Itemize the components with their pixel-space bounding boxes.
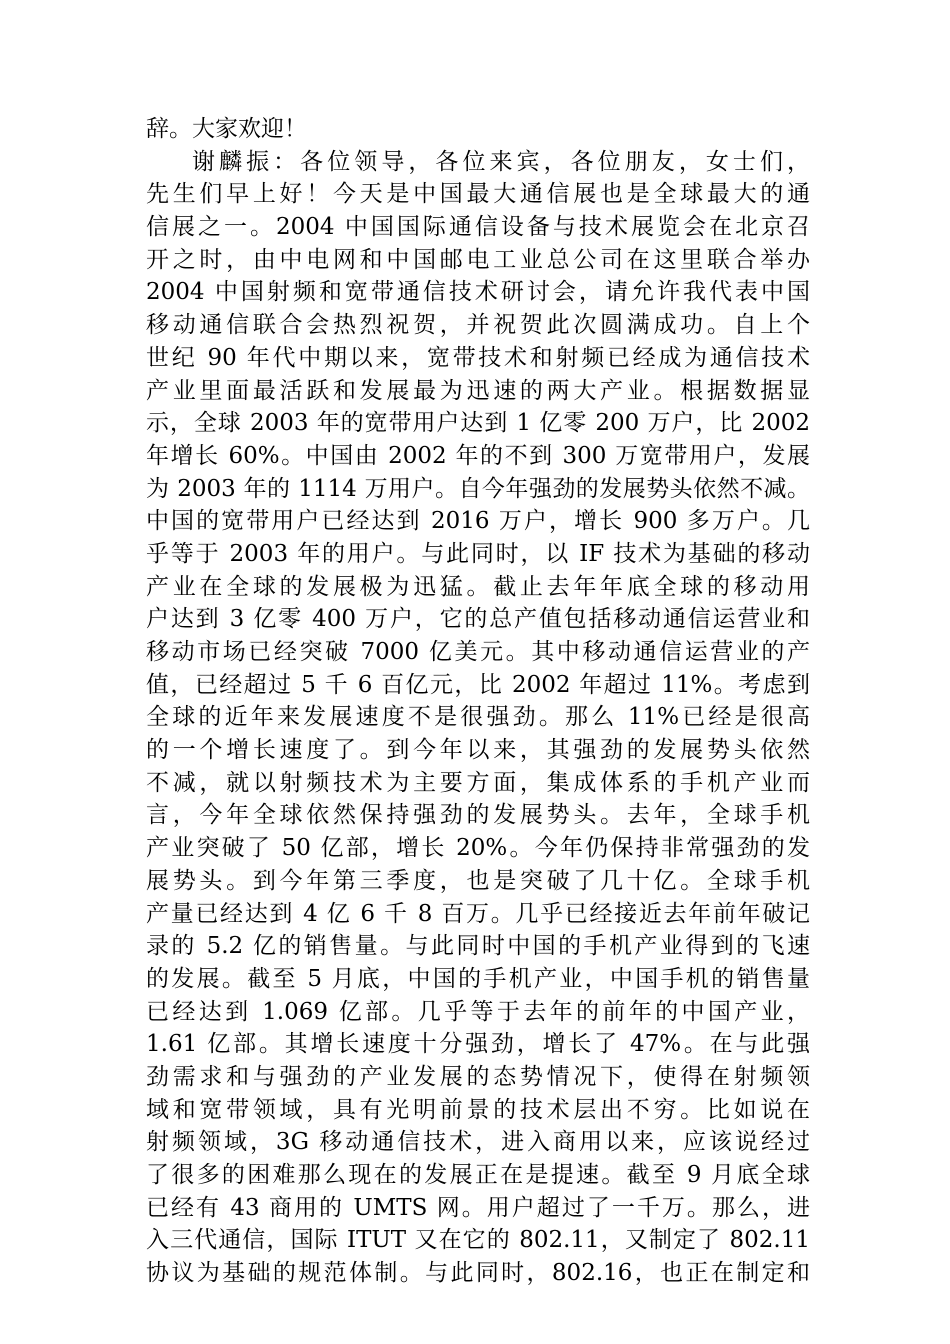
text-line: 言，今年全球依然保持强劲的发展势头。去年，全球手机: [146, 802, 810, 829]
text-line: 已经有 43 商用的 UMTS 网。用户超过了一千万。那么，进: [146, 1194, 810, 1221]
text-line: 已经达到 1.069 亿部。几乎等于去年的前年的中国产业，: [146, 998, 810, 1025]
body-text: [146, 113, 810, 1290]
text-line: 入三代通信，国际 ITUT 又在它的 802.11，又制定了 802.11: [146, 1227, 810, 1254]
text-line: 产量已经达到 4 亿 6 千 8 百万。几乎已经接近去年前年破记: [146, 900, 810, 927]
text-line: 信展之一。2004 中国国际通信设备与技术展览会在北京召: [146, 214, 810, 241]
text-line: 产业突破了 50 亿部，增长 20%。今年仍保持非常强劲的发: [146, 835, 810, 862]
text-line: 世纪 90 年代中期以来，宽带技术和射频已经成为通信技术: [146, 344, 810, 371]
text-line: 录的 5.2 亿的销售量。与此同时中国的手机产业得到的飞速: [146, 933, 810, 960]
text-line: 全球的近年来发展速度不是很强劲。那么 11%已经是很高: [146, 704, 810, 731]
text-line: 协议为基础的规范体制。与此同时，802.16，也正在制定和: [146, 1260, 810, 1287]
text-line: 先生们早上好！今天是中国最大通信展也是全球最大的通: [146, 181, 810, 208]
text-line: 户达到 3 亿零 400 万户，它的总产值包括移动通信运营业和: [146, 606, 810, 633]
paragraph-first-line: 谢麟振：各位领导，各位来宾，各位朋友，女士们，: [192, 148, 810, 175]
text-line: 射频领域，3G 移动通信技术，进入商用以来，应该说经过: [146, 1129, 810, 1156]
text-line: 2004 中国射频和宽带通信技术研讨会，请允许我代表中国: [146, 279, 810, 306]
text-line: 不减，就以射频技术为主要方面，集成体系的手机产业而: [146, 769, 810, 796]
text-line: 域和宽带领域，具有光明前景的技术层出不穷。比如说在: [146, 1096, 810, 1123]
text-line: 移动市场已经突破 7000 亿美元。其中移动通信运营业的产: [146, 639, 810, 665]
text-line: 值，已经超过 5 千 6 百亿元，比 2002 年超过 11%。考虑到: [146, 671, 810, 698]
text-line: 年增长 60%。中国由 2002 年的不到 300 万宽带用户，发展: [146, 442, 810, 469]
text-line: 为 2003 年的 1114 万用户。自今年强劲的发展势头依然不减。: [146, 475, 810, 502]
text-line: 辞。大家欢迎！: [146, 116, 307, 142]
text-line: 中国的宽带用户已经达到 2016 万户，增长 900 多万户。几: [146, 508, 810, 535]
text-line: 展势头。到今年第三季度，也是突破了几十亿。全球手机: [146, 867, 810, 894]
text-line: 产业里面最活跃和发展最为迅速的两大产业。根据数据显: [146, 377, 810, 404]
text-line: 示，全球 2003 年的宽带用户达到 1 亿零 200 万户，比 2002: [146, 410, 810, 437]
text-line: 产业在全球的发展极为迅猛。截止去年年底全球的移动用: [146, 573, 810, 600]
text-line: 1.61 亿部。其增长速度十分强劲，增长了 47%。在与此强: [146, 1031, 810, 1058]
text-line: 的发展。截至 5 月底，中国的手机产业，中国手机的销售量: [146, 965, 810, 992]
text-line: 了很多的困难那么现在的发展正在是提速。截至 9 月底全球: [146, 1162, 810, 1188]
text-line: 移动通信联合会热烈祝贺，并祝贺此次圆满成功。自上个: [146, 312, 810, 339]
text-line: 乎等于 2003 年的用户。与此同时，以 IF 技术为基础的移动: [146, 540, 810, 567]
text-line: 开之时，由中电网和中国邮电工业总公司在这里联合举办: [146, 246, 810, 273]
text-line: 劲需求和与强劲的产业发展的态势情况下，使得在射频领: [146, 1063, 810, 1090]
text-line: 的一个增长速度了。到今年以来，其强劲的发展势头依然: [146, 737, 810, 764]
